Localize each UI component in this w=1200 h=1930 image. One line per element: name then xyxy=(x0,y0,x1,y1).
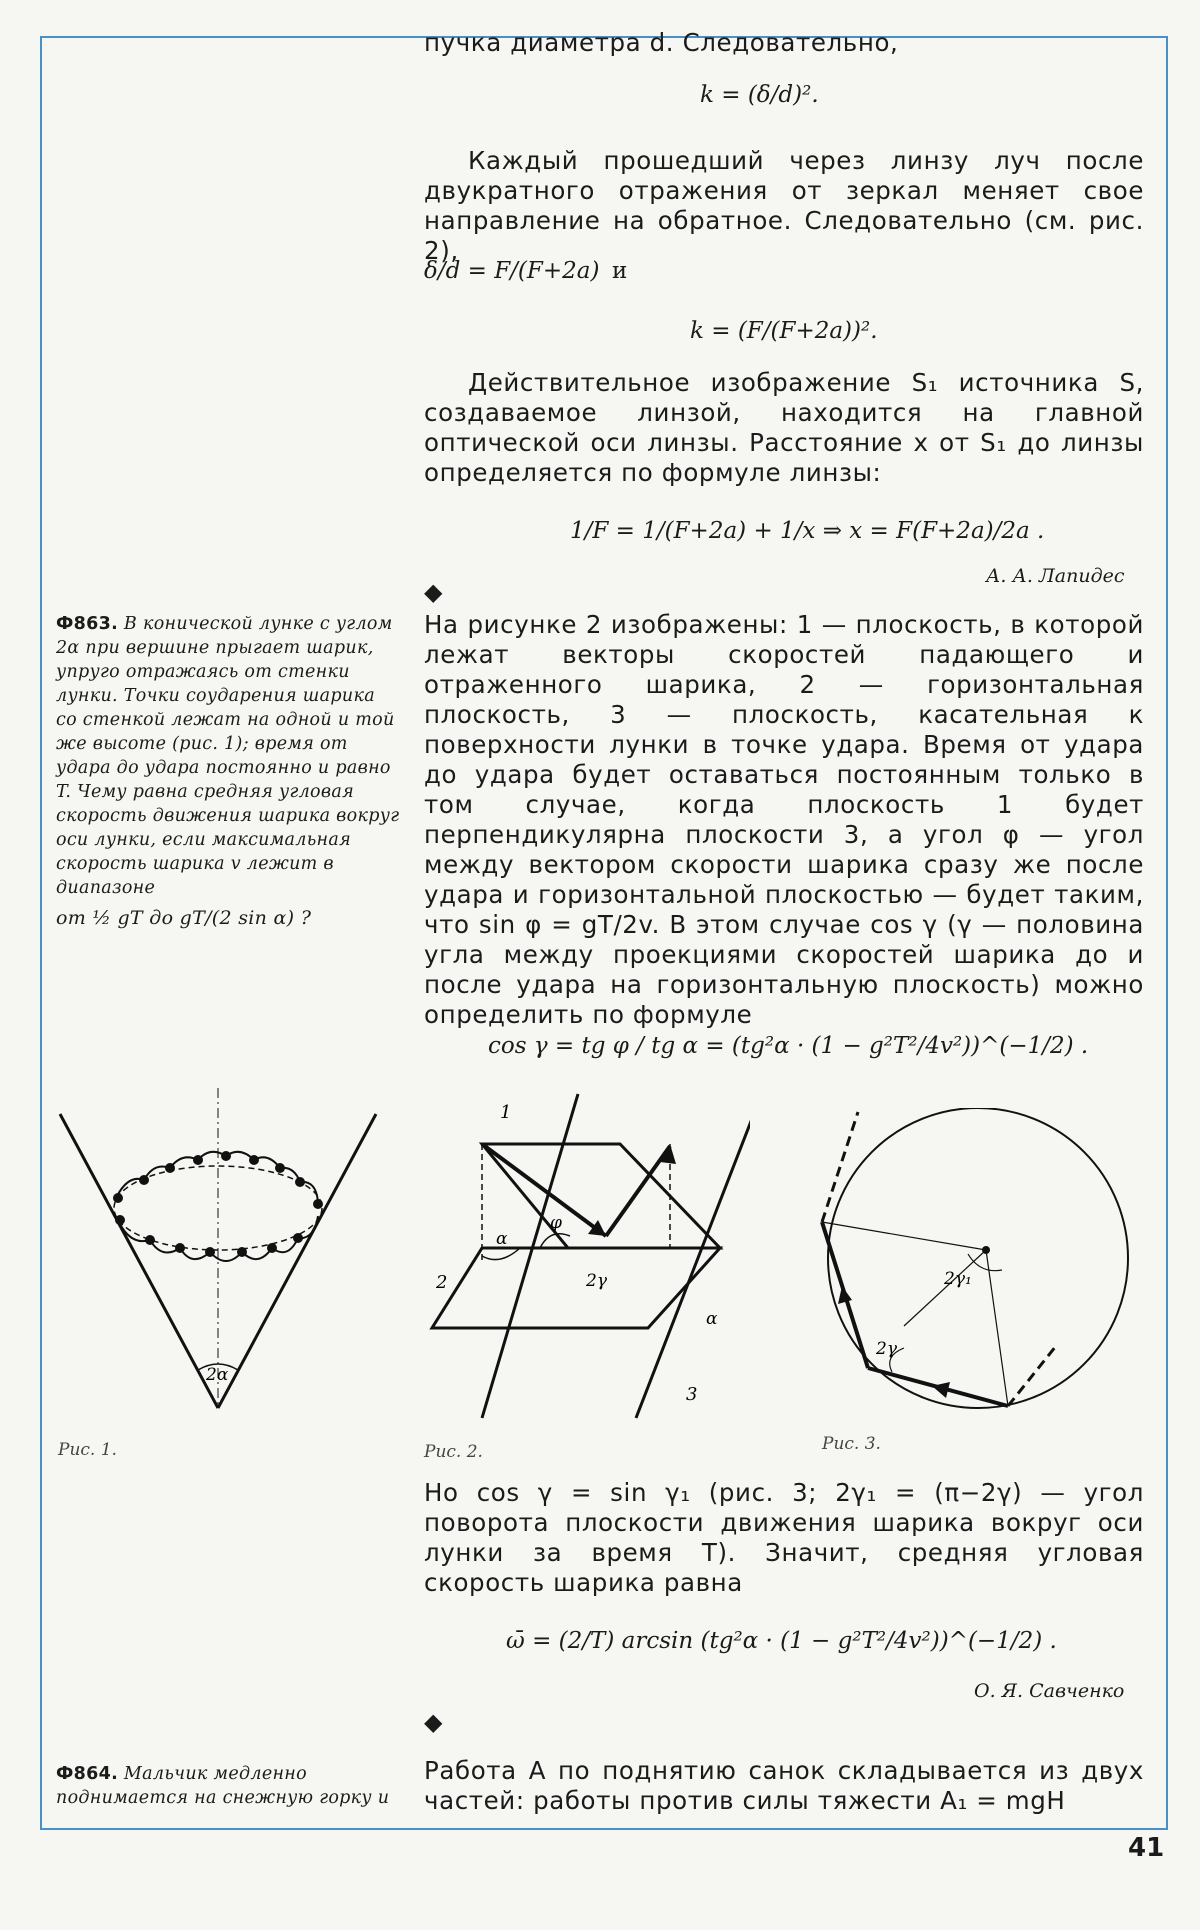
fig2-label-2gamma: 2γ xyxy=(586,1271,607,1291)
figure-1 xyxy=(50,1080,390,1420)
problem-864-text: Мальчик медленно поднимается на снежную горку и xyxy=(56,1764,390,1808)
fig1-caption: Рис. 1. xyxy=(58,1440,117,1460)
fig2-label-phi: φ xyxy=(550,1213,562,1233)
diamond-separator-1: ◆ xyxy=(424,578,443,606)
radius-2 xyxy=(986,1250,1008,1406)
formula-cos-gamma: cos γ = tg φ / tg α = (tg²α · (1 − g²T²/4v²))^(−1/2) . xyxy=(488,1033,1089,1059)
diamond-separator-2: ◆ xyxy=(424,1708,443,1736)
fig2-label-1: 1 xyxy=(500,1102,512,1123)
velocity-outgoing xyxy=(606,1146,670,1236)
solution-864: Работа A по поднятию санок складывается из двух частей: работы против силы тяжести A₁ = mgH xyxy=(424,1756,1144,1815)
fig3-label-2gamma: 2γ xyxy=(876,1339,897,1359)
figure-2 xyxy=(420,1088,750,1428)
radius-1 xyxy=(822,1222,986,1250)
problem-863-label: Ф863. xyxy=(56,614,119,634)
exit-dashed xyxy=(822,1112,858,1222)
solution-863-paragraph-1: На рисунке 2 изображены: 1 — плоскость, в которой лежат векторы скоростей падающего и отраженного шарика, 2 — горизонтальная плоскость, 3 — плоскость, касательная к поверхности лунки в точке удара. Время от удара до удара будет оставаться постоянным только в том случае, когда плоскость 1 будет перпендикулярна плоскости 3, а угол φ — угол между вектором скорости шарика сразу же после удара и горизонтальной плоскостью — будет таким, что sin φ = gT/2v. В этом случае cos γ (γ — половина угла между проекциями скоростей шарика до и после удара на горизонтальную плоскость) можно определить по формуле xyxy=(424,610,1144,1029)
fig2-label-2: 2 xyxy=(436,1272,448,1293)
problem-864 xyxy=(56,1762,401,1810)
formula-k-ratio: k = (F/(F+2a))². xyxy=(690,318,878,344)
fig3-label-2gamma1: 2γ₁ xyxy=(944,1269,972,1289)
velocity-incoming xyxy=(482,1144,606,1236)
solution-1-paragraph-3: Действительное изображение S₁ источника S, создаваемое линзой, находится на главной оптической оси линзы. Расстояние x от S₁ до линзы определяется по формуле линзы: xyxy=(424,368,1144,487)
figure-3 xyxy=(808,1108,1168,1418)
solution-863-paragraph-2: Но cos γ = sin γ₁ (рис. 3; 2γ₁ = (π−2γ) — угол поворота плоскости движения шарика вокруг оси лунки за время T). Значит, средняя угловая скорость шарика равна xyxy=(424,1478,1144,1597)
fig2-label-alpha: α xyxy=(496,1229,508,1249)
fig2-caption: Рис. 2. xyxy=(424,1442,483,1462)
formula-delta-ratio: δ/d = F/(F+2a) xyxy=(424,258,600,284)
formula-k-delta: k = (δ/d)². xyxy=(700,82,819,108)
solution-1-intro: пучка диаметра d. Следовательно, xyxy=(424,28,899,57)
solution-1-paragraph-2: Каждый прошедший через линзу луч после двукратного отражения от зеркал меняет свое направление на обратное. Следовательно (см. рис. 2), xyxy=(424,146,1144,265)
fig2-label-alpha-2: α xyxy=(706,1309,718,1329)
author-savchenko: О. Я. Савченко xyxy=(974,1680,1125,1702)
problem-863 xyxy=(56,612,401,930)
fig1-angle-label: 2α xyxy=(206,1365,229,1385)
fig3-caption: Рис. 3. xyxy=(822,1434,881,1454)
problem-863-text: В конической лунке с углом 2α при вершине прыгает шарик, упруго отражаясь от стенки лунки. Точки соударения шарика со стенкой лежат на одной и той же высоте (рис. 1); время от удара до удара постоянно и равно T. Чему равна средняя угловая скорость движения шарика вокруг оси лунки, если максимальная скорость шарика v лежит в диапазоне xyxy=(56,614,400,898)
plane-3-edge xyxy=(636,1098,750,1418)
author-lapides: А. А. Лапидес xyxy=(986,565,1125,587)
formula-omega: ω̄ = (2/T) arcsin (tg²α · (1 − g²T²/4v²))^(−1/2) . xyxy=(506,1628,1057,1654)
problem-863-range: от ½ gT до gT/(2 sin α) ? xyxy=(56,907,312,929)
fig2-label-3: 3 xyxy=(686,1384,698,1405)
formula-lens: 1/F = 1/(F+2a) + 1/x ⇒ x = F(F+2a)/2a . xyxy=(570,518,1045,544)
page-number: 41 xyxy=(1128,1833,1165,1863)
alpha-arc xyxy=(482,1248,520,1260)
cone-right-wall xyxy=(218,1114,376,1408)
formula-and: и xyxy=(612,258,628,284)
problem-864-label: Ф864. xyxy=(56,1764,119,1784)
